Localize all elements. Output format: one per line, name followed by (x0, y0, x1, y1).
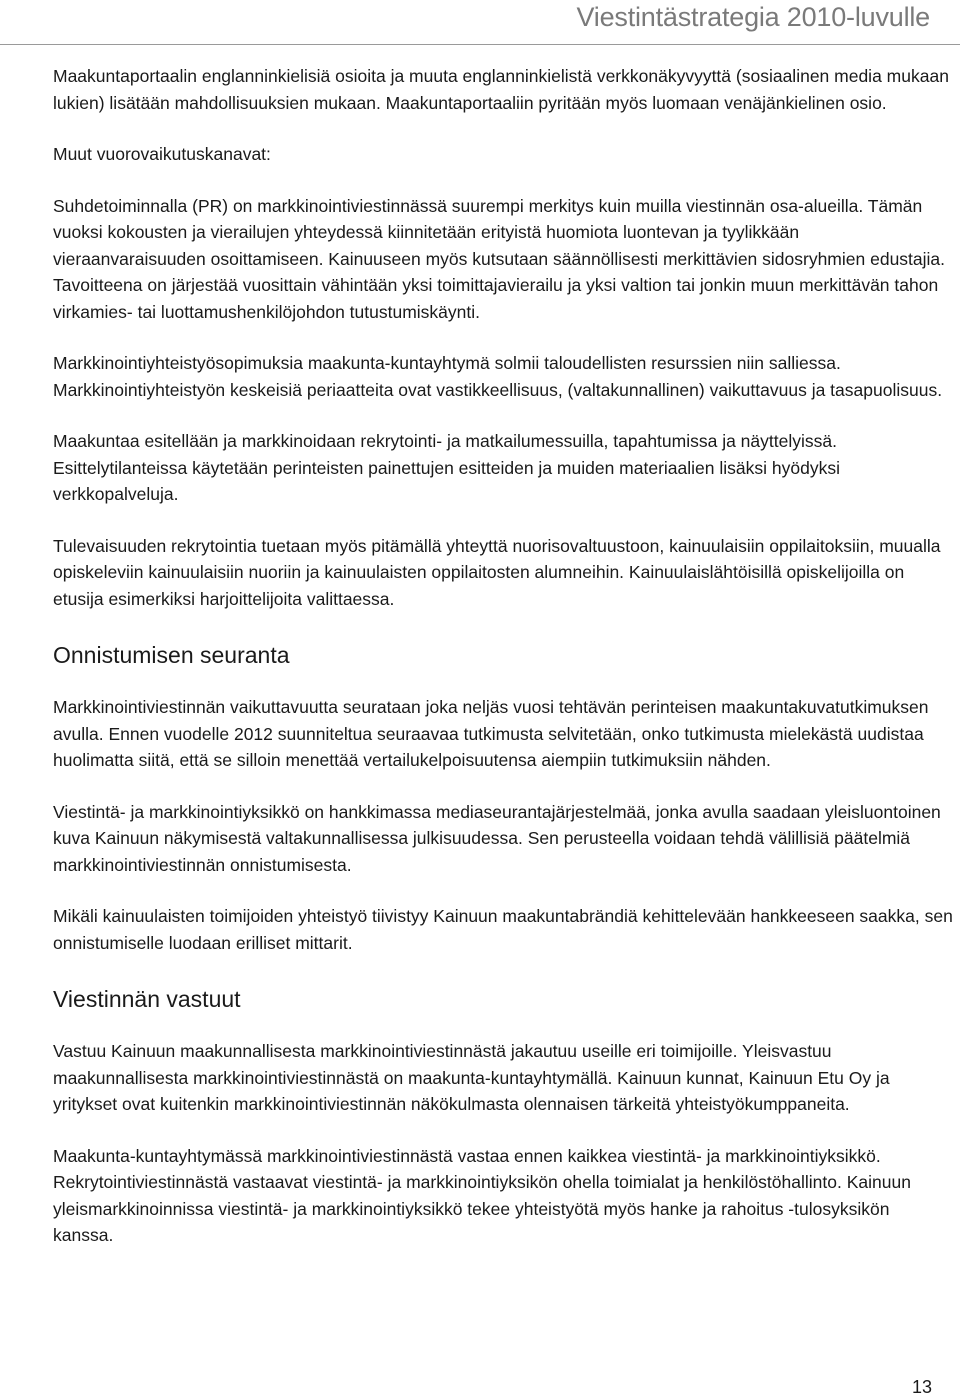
header-divider (0, 44, 960, 45)
paragraph-brand-metrics: Mikäli kainuulaisten toimijoiden yhteistyö tiivistyy Kainuun maakuntabrändiä kehittelevään hankkeeseen saakka, sen onnistumiselle luodaan erilliset mittarit. (53, 906, 953, 953)
paragraph-other-channels-label: Muut vuorovaikutuskanavat: (53, 144, 271, 164)
paragraph-public-relations: Suhdetoiminnalla (PR) on markkinointiviestinnässä suurempi merkitys kuin muilla viestinnän osa-alueilla. Tämän vuoksi kokousten ja vierailujen yhteydessä kiinnitetään erityistä huomiota luontevan ja tyylikkään vieraanvaraisuuden osoittamiseen. Kainuuseen myös kutsutaan säännöllisesti merkittävien sidosryhmien edustajia. Tavoitteena on järjestää vuosittain vähintään yksi toimittajavierailu ja yksi valtion tai jonkin muun merkittävän tahon virkamies- tai luottamushenkilöjohdon tutustumiskäynti. (53, 195, 946, 322)
document-running-title: Viestintästrategia 2010-luvulle (576, 2, 930, 32)
paragraph-portal-languages: Maakuntaportaalin englanninkielisiä osioita ja muuta englanninkielistä verkkonäkyvyyttä (sosiaalinen media mukaan lukien) lisätään mahdollisuuksien mukaan. Maakuntaportaaliin pyritään myös luomaan venäjänkielinen osio. (53, 66, 949, 113)
section-heading-communication-responsibilities: Viestinnän vastuut (53, 986, 241, 1012)
page-number: 13 (911, 1377, 932, 1397)
page-body (53, 63, 953, 1249)
paragraph-marketing-cooperation: Markkinointiyhteistyösopimuksia maakunta-kuntayhtymä solmii taloudellisten resurssien niin salliessa. Markkinointiyhteistyön keskeisiä periaatteita ovat vastikkeellisuus, (valtakunnallinen) vaikuttavuus ja tasapuolisuus. (53, 353, 943, 400)
paragraph-municipal-federation: Maakunta-kuntayhtymässä markkinointiviestinnästä vastaa ennen kaikkea viestintä- ja markkinointiyksikkö. Rekrytointiviestinnästä vastaavat viestintä- ja markkinointiyksikön ohella toimialat ja henkilöstöhallinto. Kainuun yleismarkkinoinnissa viestintä- ja markkinointiyksikkö tekee yhteistyötä myös hanke ja rahoitus -tulosyksikön kanssa. (53, 1145, 911, 1245)
section-heading-success-monitoring: Onnistumisen seuranta (53, 642, 290, 668)
paragraph-responsibility-distribution: Vastuu Kainuun maakunnallisesta markkinointiviestinnästä jakautuu useille eri toimijoille. Yleisvastuu maakunnallisesta markkinointiviestinnästä on maakunta-kuntayhtymällä. Kainuun kunnat, Kainuun Etu Oy ja yritykset ovat kuitenkin markkinointiviestinnän näkökulmasta olennaisen tärkeitä yhteistyökumppaneita. (53, 1041, 890, 1114)
paragraph-fairs-exhibitions: Maakuntaa esitellään ja markkinoidaan rekrytointi- ja matkailumessuilla, tapahtumissa ja näyttelyissä. Esittelytilanteissa käytetään perinteisten painettujen esitteiden ja muiden materiaalien lisäksi hyödyksi verkkopalveluja. (53, 431, 840, 504)
paragraph-media-monitoring: Viestintä- ja markkinointiyksikkö on hankkimassa mediaseurantajärjestelmää, jonka avulla saadaan yleisluontoinen kuva Kainuun näkymisestä valtakunnallisessa julkisuudessa. Sen perusteella voidaan tehdä välillisiä päätelmiä markkinointiviestinnän onnistumisesta. (53, 801, 941, 875)
paragraph-future-recruitment: Tulevaisuuden rekrytointia tuetaan myös pitämällä yhteyttä nuorisovaltuustoon, kainuulaisiin oppilaitoksiin, muualla opiskeleviin kainuulaisiin nuoriin ja kainuulaisten oppilaitosten alumneihin. Kainuulaislähtöisillä opiskelijoilla on etusija esimerkiksi harjoittelijoita valittaessa. (53, 535, 941, 609)
paragraph-impact-research: Markkinointiviestinnän vaikuttavuutta seurataan joka neljäs vuosi tehtävän perinteisen maakuntakuvatutkimuksen avulla. Ennen vuodelle 2012 suunniteltua seuraavaa tutkimusta selvitetään, onko tutkimusta mielekästä uudistaa huolimatta siitä, että se silloin menettää vertailukelpoisuutensa aiempiin tutkimuksiin nähden. (53, 697, 929, 770)
